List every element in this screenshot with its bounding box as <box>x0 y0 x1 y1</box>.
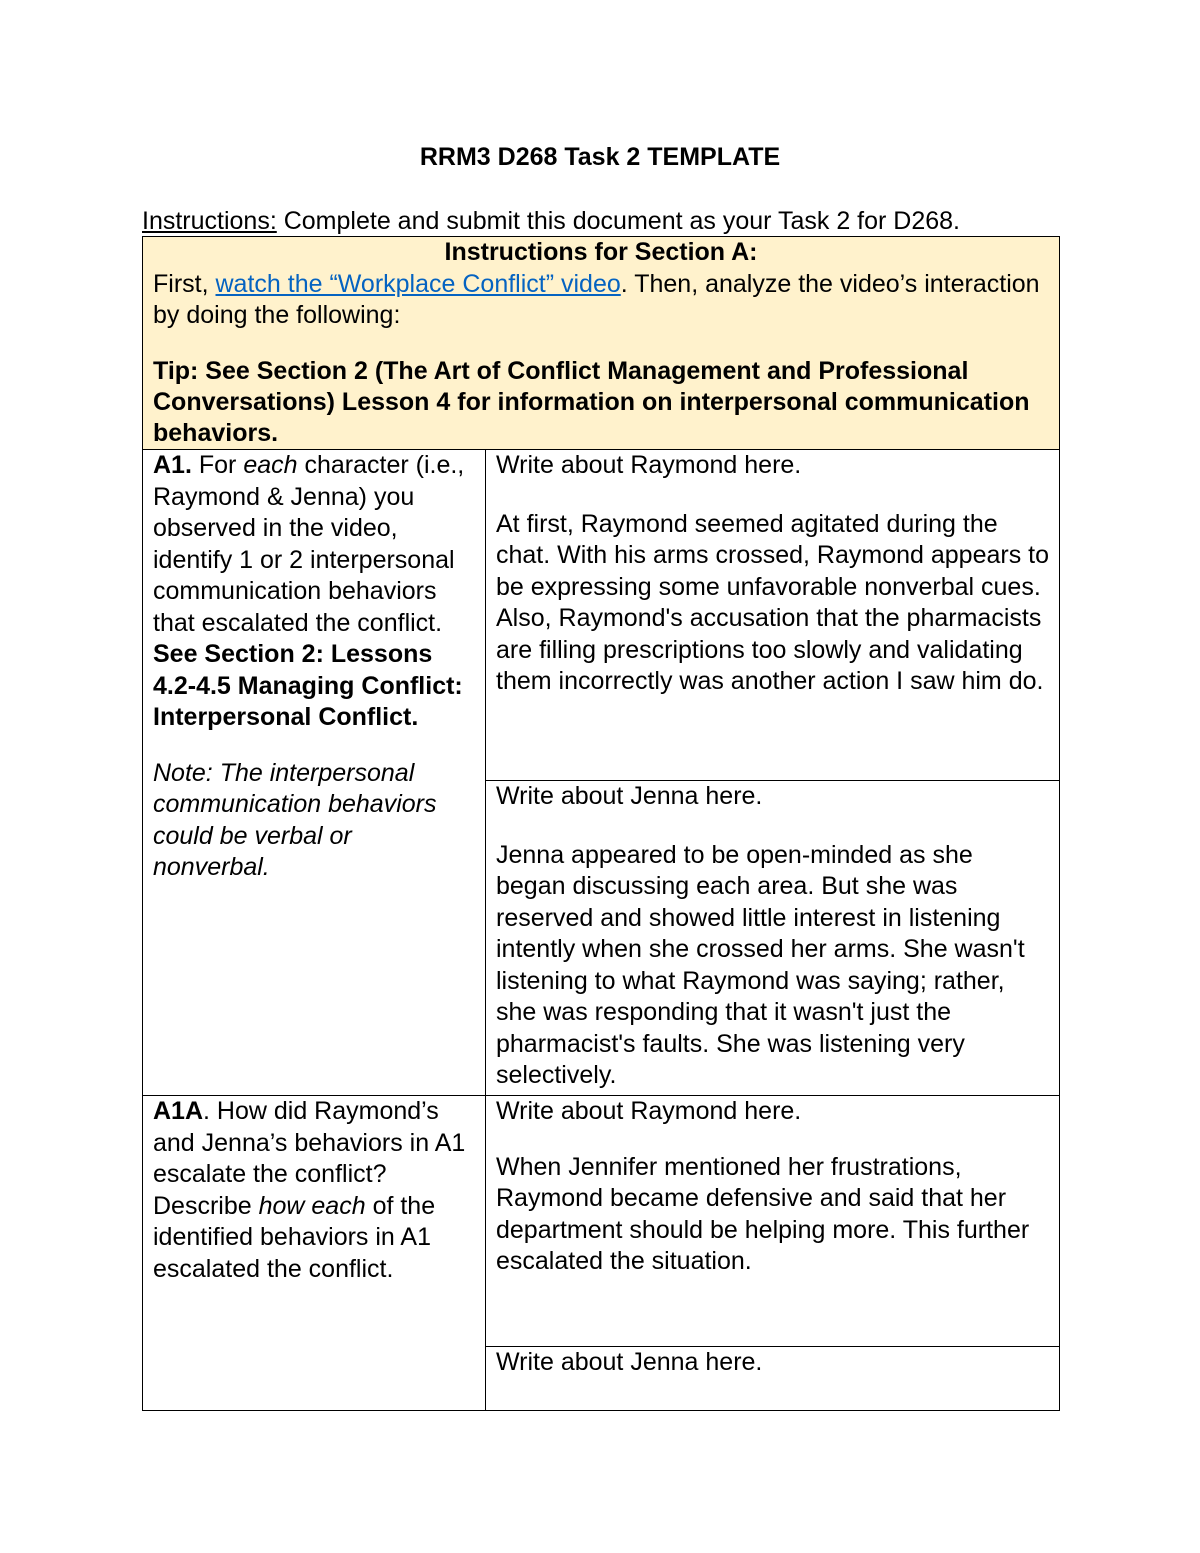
document-title: RRM3 D268 Task 2 TEMPLATE <box>419 143 781 171</box>
a1a-prompt-how-each: how each <box>258 1191 366 1220</box>
a1a-raymond-answer: When Jennifer mentioned her frustrations, Raymond became defensive and said that her department should be helping more. This further escalated the situation. <box>496 1152 1030 1275</box>
a1-note: Note: The interpersonal communication behaviors could be verbal or nonverbal. <box>153 758 437 881</box>
a1a-prompt-text: . How did Raymond’s and Jenna’s behaviors in A1 escalate the conflict? Describe <box>153 1097 466 1220</box>
a1-prompt-each: each <box>243 451 298 479</box>
a1-jenna-cell[interactable] <box>486 781 1060 1096</box>
task-table <box>142 236 1060 1411</box>
a1-prompt-text: For <box>191 451 244 479</box>
instructions-label: Instructions: <box>142 207 277 235</box>
intro-prefix: First, <box>153 269 216 298</box>
a1a-raymond-prompt: Write about Raymond here. <box>496 1097 802 1125</box>
a1-question-cell <box>143 450 486 1096</box>
a1-jenna-prompt: Write about Jenna here. <box>496 782 763 810</box>
instructions-text: Complete and submit this document as your Task 2 for D268. <box>276 207 960 235</box>
a1-prompt <box>153 450 475 639</box>
a1a-jenna-prompt: Write about Jenna here. <box>496 1348 763 1376</box>
a1a-prompt <box>153 1096 475 1285</box>
section-a-heading: Instructions for Section A: <box>444 238 758 266</box>
a1a-label: A1A <box>153 1097 204 1125</box>
a1-raymond-cell[interactable] <box>486 450 1060 781</box>
section-a-intro <box>153 269 1049 332</box>
section-a-tip: Tip: See Section 2 (The Art of Conflict Management and Professional Conversations) Lesson 4 for information on interpersonal communication behaviors. <box>153 356 1030 447</box>
a1-reference: See Section 2: Lessons 4.2-4.5 Managing Conflict: Interpersonal Conflict. <box>153 640 463 731</box>
video-link[interactable]: watch the “Workplace Conflict” video <box>215 269 621 298</box>
a1-jenna-answer: Jenna appeared to be open-minded as she began discussing each area. But she was reserved and showed little interest in listening intently when she crossed her arms. She wasn't listening to what Raymond was saying; rather, she was responding that it wasn't just the pharmacist's faults. She was listening very selectively. <box>496 840 1025 1089</box>
a1-raymond-prompt: Write about Raymond here. <box>496 451 802 479</box>
a1a-raymond-cell[interactable] <box>486 1096 1060 1347</box>
a1a-jenna-cell[interactable] <box>486 1347 1060 1411</box>
section-a-header <box>143 237 1060 450</box>
a1-raymond-answer: At first, Raymond seemed agitated during the chat. With his arms crossed, Raymond appears to be expressing some unfavorable nonverbal cues. Also, Raymond's accusation that the pharmacists are filling prescriptions too slowly and validating them incorrectly was another action I saw him do. <box>496 509 1050 695</box>
instructions-line <box>142 206 960 236</box>
a1a-question-cell <box>143 1096 486 1411</box>
a1a-prompt-text-2: of the identified behaviors in A1 escalated the conflict. <box>153 1191 436 1283</box>
a1-label: A1. <box>153 451 192 479</box>
a1-prompt-text-2: character (i.e., Raymond & Jenna) you observed in the video, identify 1 or 2 interpersonal communication behaviors that escalated the conflict. <box>153 451 465 637</box>
intro-suffix: . Then, analyze the video’s interaction by doing the following: <box>153 269 1040 329</box>
